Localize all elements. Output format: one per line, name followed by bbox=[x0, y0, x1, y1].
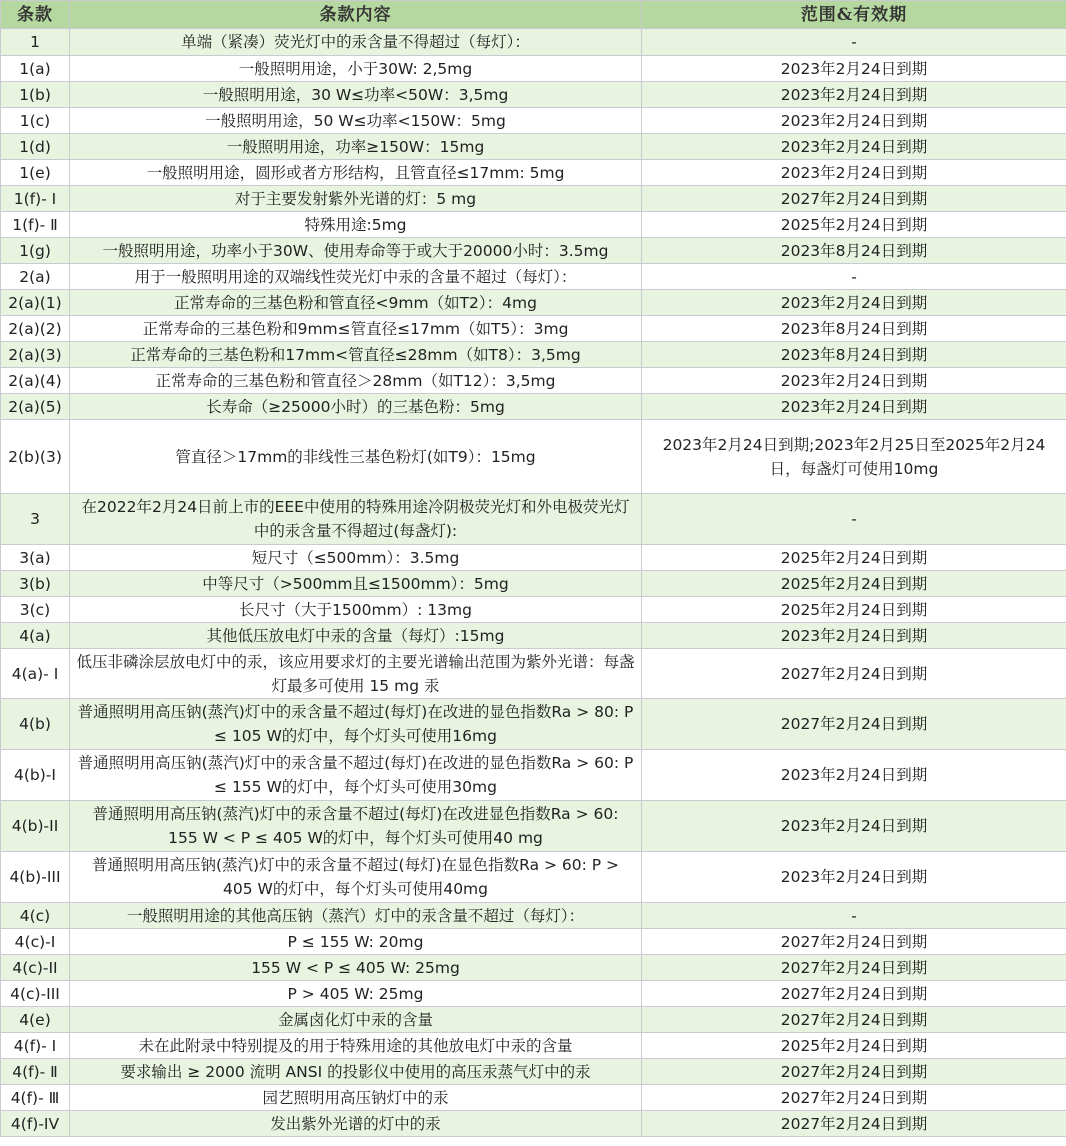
table-row bbox=[1, 1059, 1066, 1085]
cell-content: 未在此附录中特别提及的用于特殊用途的其他放电灯中汞的含量 bbox=[70, 1033, 642, 1059]
table-row bbox=[1, 597, 1066, 623]
cell-scope: 2025年2月24日到期 bbox=[642, 597, 1066, 623]
cell-scope: 2023年8月24日到期 bbox=[642, 316, 1066, 342]
cell-content: 长寿命（≥25000小时）的三基色粉：5mg bbox=[70, 394, 642, 420]
cell-scope: 2027年2月24日到期 bbox=[642, 981, 1066, 1007]
cell-content: 正常寿命的三基色粉和管直径<9mm（如T2）：4mg bbox=[70, 290, 642, 316]
table-row bbox=[1, 852, 1066, 903]
cell-scope: 2027年2月24日到期 bbox=[642, 1085, 1066, 1111]
cell-clause: 3 bbox=[1, 494, 70, 545]
table-row bbox=[1, 1111, 1066, 1137]
header-clause: 条款 bbox=[1, 1, 70, 29]
cell-clause: 2(a) bbox=[1, 264, 70, 290]
cell-content: P > 405 W: 25mg bbox=[70, 981, 642, 1007]
cell-content: 普通照明用高压钠(蒸汽)灯中的汞含量不超过(每灯)在显色指数Ra > 60: P > 405 W的灯中，每个灯头可使用40mg bbox=[70, 852, 642, 903]
cell-scope: - bbox=[642, 494, 1066, 545]
table-row bbox=[1, 1033, 1066, 1059]
cell-content: 普通照明用高压钠(蒸汽)灯中的汞含量不超过(每灯)在改进的显色指数Ra > 60: P ≤ 155 W的灯中，每个灯头可使用30mg bbox=[70, 750, 642, 801]
cell-content: 短尺寸（≤500mm）：3.5mg bbox=[70, 545, 642, 571]
cell-clause: 4(b) bbox=[1, 699, 70, 750]
cell-content: 一般照明用途，50 W≤功率<150W：5mg bbox=[70, 108, 642, 134]
cell-scope: 2023年8月24日到期 bbox=[642, 342, 1066, 368]
cell-content: 正常寿命的三基色粉和管直径＞28mm（如T12）：3,5mg bbox=[70, 368, 642, 394]
cell-content: 园艺照明用高压钠灯中的汞 bbox=[70, 1085, 642, 1111]
cell-content: 一般照明用途，30 W≤功率<50W：3,5mg bbox=[70, 82, 642, 108]
cell-clause: 1(g) bbox=[1, 238, 70, 264]
cell-clause: 1(f)- Ⅱ bbox=[1, 212, 70, 238]
table-row bbox=[1, 571, 1066, 597]
table-row bbox=[1, 108, 1066, 134]
cell-scope: 2023年2月24日到期 bbox=[642, 623, 1066, 649]
cell-content: 一般照明用途的其他高压钠（蒸汽）灯中的汞含量不超过（每灯）： bbox=[70, 903, 642, 929]
cell-clause: 2(a)(5) bbox=[1, 394, 70, 420]
cell-content: 管直径＞17mm的非线性三基色粉灯(如T9）：15mg bbox=[70, 420, 642, 494]
cell-content: 正常寿命的三基色粉和17mm<管直径≤28mm（如T8）：3,5mg bbox=[70, 342, 642, 368]
cell-clause: 3(b) bbox=[1, 571, 70, 597]
cell-content: 一般照明用途，圆形或者方形结构，且管直径≤17mm: 5mg bbox=[70, 160, 642, 186]
cell-scope: 2027年2月24日到期 bbox=[642, 1007, 1066, 1033]
cell-content: 其他低压放电灯中汞的含量（每灯）:15mg bbox=[70, 623, 642, 649]
cell-clause: 4(f)- Ⅱ bbox=[1, 1059, 70, 1085]
cell-scope: 2023年2月24日到期 bbox=[642, 82, 1066, 108]
cell-clause: 4(c) bbox=[1, 903, 70, 929]
table-row bbox=[1, 801, 1066, 852]
cell-clause: 2(a)(2) bbox=[1, 316, 70, 342]
cell-clause: 1(d) bbox=[1, 134, 70, 160]
cell-clause: 2(b)(3) bbox=[1, 420, 70, 494]
cell-scope: 2023年2月24日到期 bbox=[642, 108, 1066, 134]
cell-clause: 4(c)-I bbox=[1, 929, 70, 955]
cell-content: 一般照明用途，功率≥150W：15mg bbox=[70, 134, 642, 160]
cell-clause: 4(b)-III bbox=[1, 852, 70, 903]
table-row bbox=[1, 160, 1066, 186]
cell-clause: 1(b) bbox=[1, 82, 70, 108]
cell-scope: 2025年2月24日到期 bbox=[642, 545, 1066, 571]
table-row bbox=[1, 29, 1066, 56]
cell-content: 用于一般照明用途的双端线性荧光灯中汞的含量不超过（每灯）： bbox=[70, 264, 642, 290]
cell-scope: 2023年2月24日到期 bbox=[642, 801, 1066, 852]
cell-scope: - bbox=[642, 264, 1066, 290]
cell-clause: 4(c)-III bbox=[1, 981, 70, 1007]
cell-scope: 2023年2月24日到期 bbox=[642, 56, 1066, 82]
cell-content: 要求输出 ≥ 2000 流明 ANSI 的投影仪中使用的高压汞蒸气灯中的汞 bbox=[70, 1059, 642, 1085]
cell-clause: 1(a) bbox=[1, 56, 70, 82]
table-row bbox=[1, 545, 1066, 571]
table-row bbox=[1, 903, 1066, 929]
cell-content: 正常寿命的三基色粉和9mm≤管直径≤17mm（如T5）：3mg bbox=[70, 316, 642, 342]
cell-clause: 3(a) bbox=[1, 545, 70, 571]
table-row bbox=[1, 981, 1066, 1007]
table-row bbox=[1, 82, 1066, 108]
cell-clause: 2(a)(1) bbox=[1, 290, 70, 316]
cell-scope: 2027年2月24日到期 bbox=[642, 699, 1066, 750]
table-row bbox=[1, 394, 1066, 420]
table-row bbox=[1, 955, 1066, 981]
cell-scope: - bbox=[642, 29, 1066, 56]
cell-clause: 4(f)- Ⅲ bbox=[1, 1085, 70, 1111]
table-header-row bbox=[1, 1, 1066, 29]
cell-scope: 2023年2月24日到期 bbox=[642, 750, 1066, 801]
table-row bbox=[1, 1007, 1066, 1033]
cell-content: 低压非磷涂层放电灯中的汞，该应用要求灯的主要光谱输出范围为紫外光谱：每盏灯最多可使用 15 mg 汞 bbox=[70, 649, 642, 699]
cell-content: 中等尺寸（>500mm且≤1500mm）：5mg bbox=[70, 571, 642, 597]
cell-scope: 2027年2月24日到期 bbox=[642, 1059, 1066, 1085]
cell-content: 普通照明用高压钠(蒸汽)灯中的汞含量不超过(每灯)在改进的显色指数Ra > 80: P ≤ 105 W的灯中，每个灯头可使用16mg bbox=[70, 699, 642, 750]
cell-clause: 2(a)(4) bbox=[1, 368, 70, 394]
table-row bbox=[1, 238, 1066, 264]
cell-clause: 4(b)-I bbox=[1, 750, 70, 801]
cell-scope: 2023年2月24日到期 bbox=[642, 134, 1066, 160]
cell-content: P ≤ 155 W: 20mg bbox=[70, 929, 642, 955]
cell-content: 普通照明用高压钠(蒸汽)灯中的汞含量不超过(每灯)在改进显色指数Ra > 60: 155 W < P ≤ 405 W的灯中，每个灯头可使用40 mg bbox=[70, 801, 642, 852]
cell-scope: 2025年2月24日到期 bbox=[642, 571, 1066, 597]
table-row bbox=[1, 134, 1066, 160]
cell-clause: 1(c) bbox=[1, 108, 70, 134]
table-row bbox=[1, 929, 1066, 955]
cell-clause: 1 bbox=[1, 29, 70, 56]
cell-content: 单端（紧凑）荧光灯中的汞含量不得超过（每灯）： bbox=[70, 29, 642, 56]
cell-clause: 1(f)- Ⅰ bbox=[1, 186, 70, 212]
cell-scope: 2025年2月24日到期 bbox=[642, 1033, 1066, 1059]
cell-content: 发出紫外光谱的灯中的汞 bbox=[70, 1111, 642, 1137]
cell-content: 长尺寸（大于1500mm）: 13mg bbox=[70, 597, 642, 623]
table-row bbox=[1, 186, 1066, 212]
cell-scope: 2023年2月24日到期 bbox=[642, 290, 1066, 316]
cell-clause: 4(f)-IV bbox=[1, 1111, 70, 1137]
table-row bbox=[1, 420, 1066, 494]
cell-scope: 2023年2月24日到期 bbox=[642, 852, 1066, 903]
cell-clause: 3(c) bbox=[1, 597, 70, 623]
cell-content: 一般照明用途，功率小于30W、使用寿命等于或大于20000小时：3.5mg bbox=[70, 238, 642, 264]
cell-clause: 4(c)-II bbox=[1, 955, 70, 981]
table-row bbox=[1, 649, 1066, 699]
table-row bbox=[1, 290, 1066, 316]
cell-content: 特殊用途:5mg bbox=[70, 212, 642, 238]
cell-clause: 2(a)(3) bbox=[1, 342, 70, 368]
table-row bbox=[1, 342, 1066, 368]
cell-content: 金属卤化灯中汞的含量 bbox=[70, 1007, 642, 1033]
cell-clause: 4(e) bbox=[1, 1007, 70, 1033]
table-row bbox=[1, 56, 1066, 82]
cell-scope: 2023年2月24日到期 bbox=[642, 160, 1066, 186]
cell-content: 对于主要发射紫外光谱的灯：5 mg bbox=[70, 186, 642, 212]
cell-scope: 2027年2月24日到期 bbox=[642, 1111, 1066, 1137]
cell-content: 在2022年2月24日前上市的EEE中使用的特殊用途冷阴极荧光灯和外电极荧光灯中的汞含量不得超过(每盏灯): bbox=[70, 494, 642, 545]
table-row bbox=[1, 699, 1066, 750]
cell-scope: 2023年2月24日到期 bbox=[642, 368, 1066, 394]
cell-scope: 2027年2月24日到期 bbox=[642, 186, 1066, 212]
cell-clause: 4(a)- Ⅰ bbox=[1, 649, 70, 699]
header-content: 条款内容 bbox=[70, 1, 642, 29]
cell-scope: - bbox=[642, 903, 1066, 929]
cell-clause: 4(f)- Ⅰ bbox=[1, 1033, 70, 1059]
table-row bbox=[1, 623, 1066, 649]
table-row bbox=[1, 1085, 1066, 1111]
table-row bbox=[1, 316, 1066, 342]
table-body bbox=[1, 29, 1066, 1137]
cell-content: 一般照明用途，小于30W: 2,5mg bbox=[70, 56, 642, 82]
cell-scope: 2023年8月24日到期 bbox=[642, 238, 1066, 264]
cell-scope: 2027年2月24日到期 bbox=[642, 929, 1066, 955]
table-row bbox=[1, 368, 1066, 394]
cell-scope: 2027年2月24日到期 bbox=[642, 649, 1066, 699]
cell-content: 155 W < P ≤ 405 W: 25mg bbox=[70, 955, 642, 981]
table-row bbox=[1, 212, 1066, 238]
cell-scope: 2023年2月24日到期 bbox=[642, 394, 1066, 420]
cell-clause: 4(a) bbox=[1, 623, 70, 649]
cell-scope: 2027年2月24日到期 bbox=[642, 955, 1066, 981]
table-row bbox=[1, 750, 1066, 801]
table-row bbox=[1, 264, 1066, 290]
table-row bbox=[1, 494, 1066, 545]
cell-clause: 4(b)-II bbox=[1, 801, 70, 852]
header-scope: 范围&有效期 bbox=[642, 1, 1066, 29]
cell-scope: 2023年2月24日到期;2023年2月25日至2025年2月24日，每盏灯可使用10mg bbox=[642, 420, 1066, 494]
cell-scope: 2025年2月24日到期 bbox=[642, 212, 1066, 238]
cell-clause: 1(e) bbox=[1, 160, 70, 186]
